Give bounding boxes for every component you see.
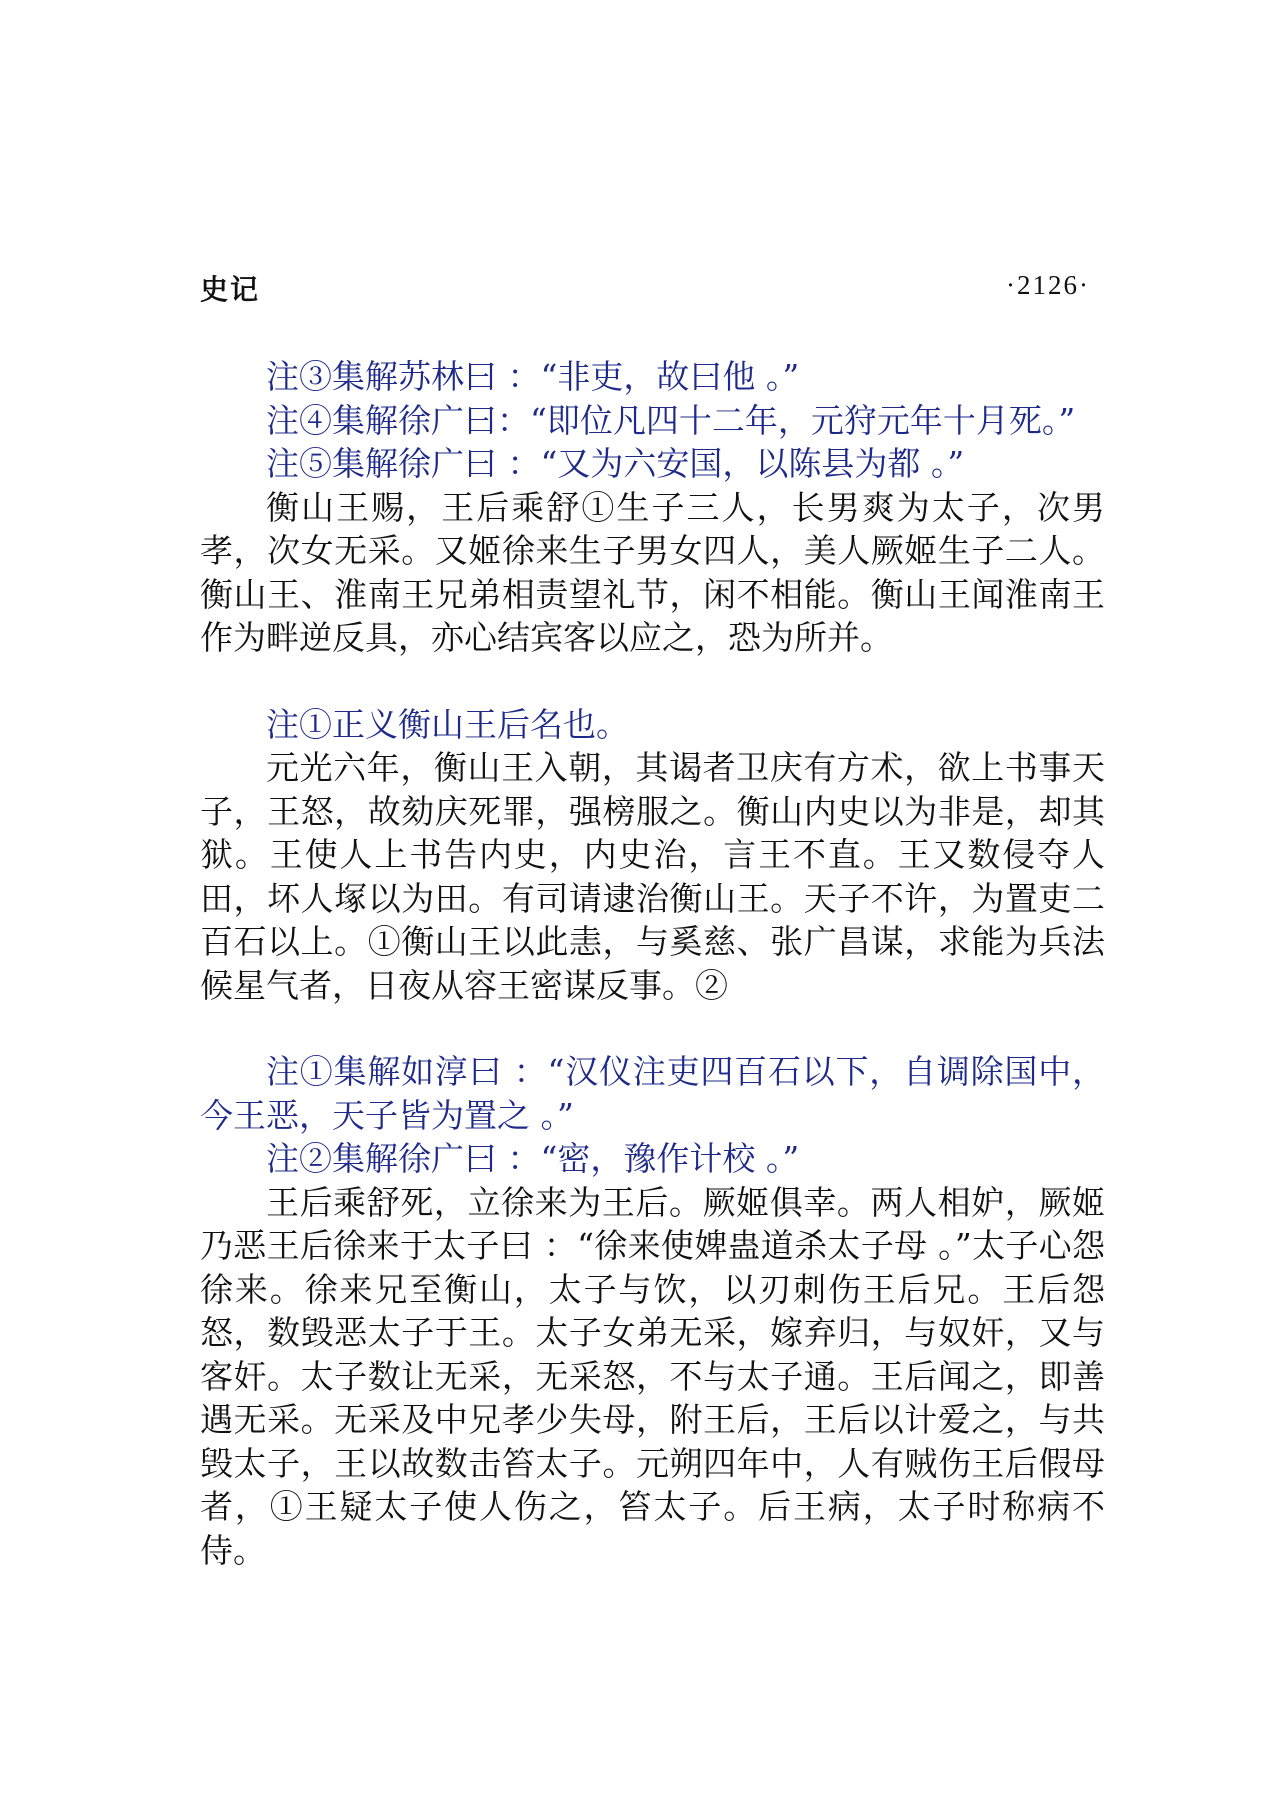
annotation-note: 注③集解苏林曰 ：“非吏，故曰他 。” (266, 357, 800, 396)
body-paragraph: 王后乘舒死，立徐来为王后。厥姬俱幸。两人相妒，厥姬乃恶王后徐来于太子曰 ：“徐来使婢蛊道杀太子母 。”太子心怨徐来。徐来兄至衡山，太子与饮，以刃刺伤王后兄。王后怨怒，数毁恶太子于王。太子女弟无采，嫁弃归，与奴奸，又与客奸。太子数让无采，无采怒，不与太子通。王后闻之，即善遇无采。无采及中兄孝少失母，附王后，王后以计爱之，与共毁太子，王以故数击笞太子。元朔四年中，人有贼伤王后假母者，①王疑太子使人伤之，笞太子。后王病，太子时称病不侍。 (200, 1182, 1105, 1570)
annotation-note: 注②集解徐广曰 ：“密，豫作计校 。” (266, 1139, 800, 1178)
annotation-note: 注⑤集解徐广曰 ：“又为六安国，以陈县为都 。” (266, 444, 965, 483)
page-header (200, 268, 1090, 312)
book-title: 史记 (200, 273, 261, 306)
page-content (200, 355, 1105, 1572)
body-paragraph: 元光六年，衡山王入朝，其谒者卫庆有方术，欲上书事天子，王怒，故劾庆死罪，强榜服之。衡山内史以为非是，却其狱。王使人上书告内史，内史治，言王不直。王又数侵夺人田，坏人塚以为田。有司请逮治衡山王。天子不许，为置吏二百石以上。①衡山王以此恚，与奚慈、张广昌谋，求能为兵法候星气者，日夜从容王密谋反事。② (200, 748, 1105, 1005)
annotation-note: 注④集解徐广曰：“即位凡四十二年，元狩元年十月死。” (266, 400, 1076, 440)
body-paragraph: 衡山王赐，王后乘舒①生子三人，长男爽为太子，次男孝，次女无采。又姬徐来生子男女四人，美人厥姬生子二人。衡山王、淮南王兄弟相责望礼节，闲不相能。衡山王闻淮南王作为畔逆反具，亦心结宾客以应之，恐为所并。 (200, 487, 1105, 657)
page-number: ·2126· (1006, 270, 1090, 300)
annotation-note: 注①正义衡山王后名也。 (266, 704, 629, 744)
annotation-note: 注①集解如淳曰 ：“汉仪注吏四百石以下，自调除国中，今王恶，天子皆为置之 。” (200, 1052, 1105, 1135)
